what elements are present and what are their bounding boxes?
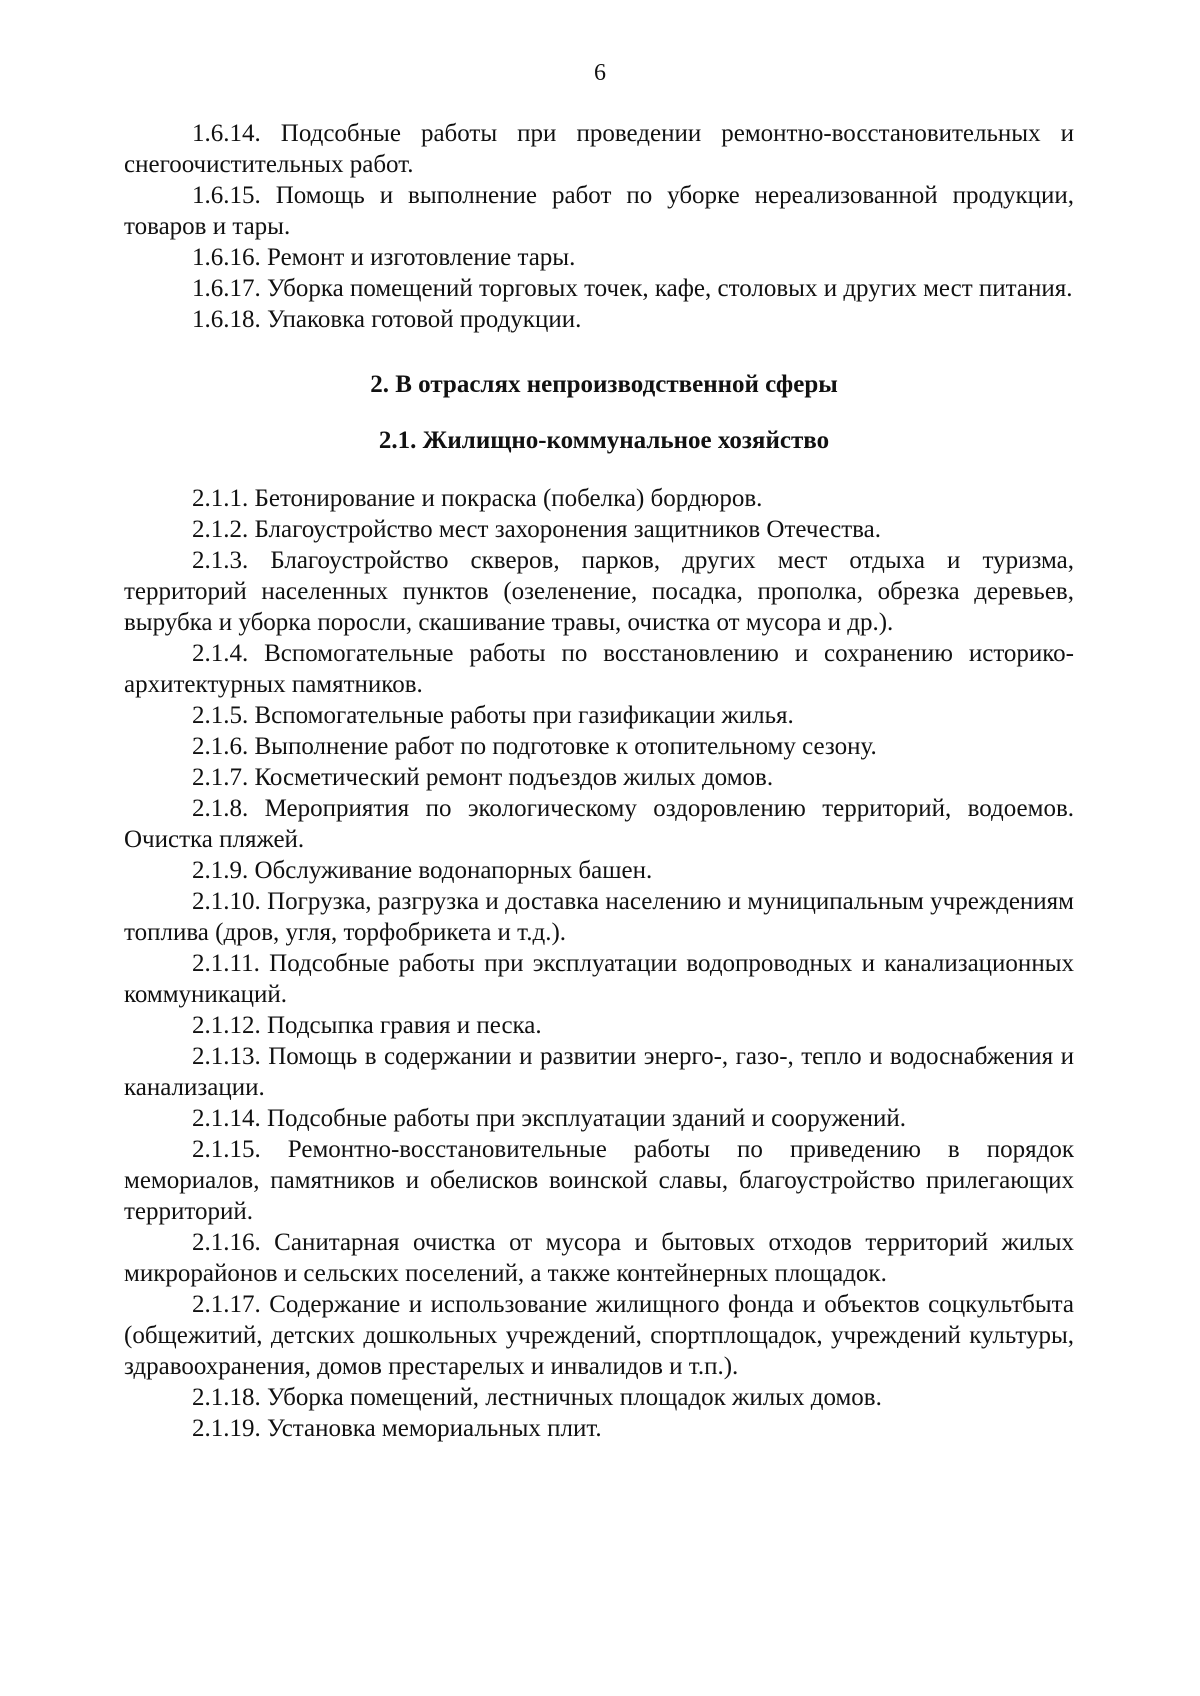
list-item: 1.6.16. Ремонт и изготовление тары. xyxy=(192,244,576,271)
list-item: 1.6.14. Подсобные работы при проведении ремонтно-восстановительных и снегоочистительных работ. xyxy=(124,120,1074,178)
list-item: 2.1.11. Подсобные работы при эксплуатации водопроводных и канализационных коммуникаций. xyxy=(124,950,1074,1008)
list-item: 2.1.4. Вспомогательные работы по восстановлению и сохранению историко-архитектурных памятников. xyxy=(124,640,1074,698)
section-heading: 2. В отраслях непроизводственной сферы xyxy=(370,371,838,398)
list-2-1 xyxy=(124,483,1074,1444)
list-item: 2.1.10. Погрузка, разгрузка и доставка населению и муниципальным учреждениям топлива (дров, угля, торфобрикета и т.д.). xyxy=(124,888,1074,946)
list-item: 1.6.15. Помощь и выполнение работ по уборке нереализованной продукции, товаров и тары. xyxy=(124,182,1074,240)
list-item: 2.1.3. Благоустройство скверов, парков, других мест отдыха и туризма, территорий населенных пунктов (озеленение, посадка, прополка, обрезка деревьев, вырубка и уборка поросли, скашивание травы, очистка от мусора и др.). xyxy=(124,547,1074,636)
page-number: 6 xyxy=(594,60,606,86)
list-item: 2.1.13. Помощь в содержании и развитии энерго-, газо-, тепло и водоснабжения и канализации. xyxy=(124,1043,1074,1101)
list-item: 2.1.15. Ремонтно-восстановительные работы по приведению в порядок мемориалов, памятников и обелисков воинской славы, благоустройство прилегающих территорий. xyxy=(124,1136,1074,1225)
list-item: 2.1.1. Бетонирование и покраска (побелка) бордюров. xyxy=(192,485,763,512)
list-item: 2.1.6. Выполнение работ по подготовке к отопительному сезону. xyxy=(192,733,877,760)
list-item: 2.1.18. Уборка помещений, лестничных площадок жилых домов. xyxy=(192,1384,882,1411)
list-item: 1.6.18. Упаковка готовой продукции. xyxy=(192,306,582,333)
list-item: 2.1.2. Благоустройство мест захоронения защитников Отечества. xyxy=(192,516,882,543)
list-item: 2.1.12. Подсыпка гравия и песка. xyxy=(192,1012,542,1039)
list-item: 2.1.19. Установка мемориальных плит. xyxy=(192,1415,602,1442)
subsection-heading: 2.1. Жилищно-коммунальное хозяйство xyxy=(378,427,830,454)
list-item: 2.1.5. Вспомогательные работы при газификации жилья. xyxy=(192,702,794,729)
list-item: 2.1.9. Обслуживание водонапорных башен. xyxy=(192,857,653,884)
list-item: 2.1.17. Содержание и использование жилищного фонда и объектов соцкультбыта (общежитий, детских дошкольных учреждений, спортплощадок, учреждений культуры, здравоохранения, домов престарелых и инвалидов и т.п.). xyxy=(124,1291,1074,1380)
list-item: 2.1.16. Санитарная очистка от мусора и бытовых отходов территорий жилых микрорайонов и сельских поселений, а также контейнерных площадок. xyxy=(124,1229,1074,1287)
document-body xyxy=(124,118,1074,1444)
list-item: 2.1.8. Мероприятия по экологическому оздоровлению территорий, водоемов. Очистка пляжей. xyxy=(124,795,1074,853)
list-item: 2.1.14. Подсобные работы при эксплуатации зданий и сооружений. xyxy=(192,1105,907,1132)
list-item: 1.6.17. Уборка помещений торговых точек, кафе, столовых и других мест питания. xyxy=(192,275,1073,302)
list-item: 2.1.7. Косметический ремонт подъездов жилых домов. xyxy=(192,764,774,791)
